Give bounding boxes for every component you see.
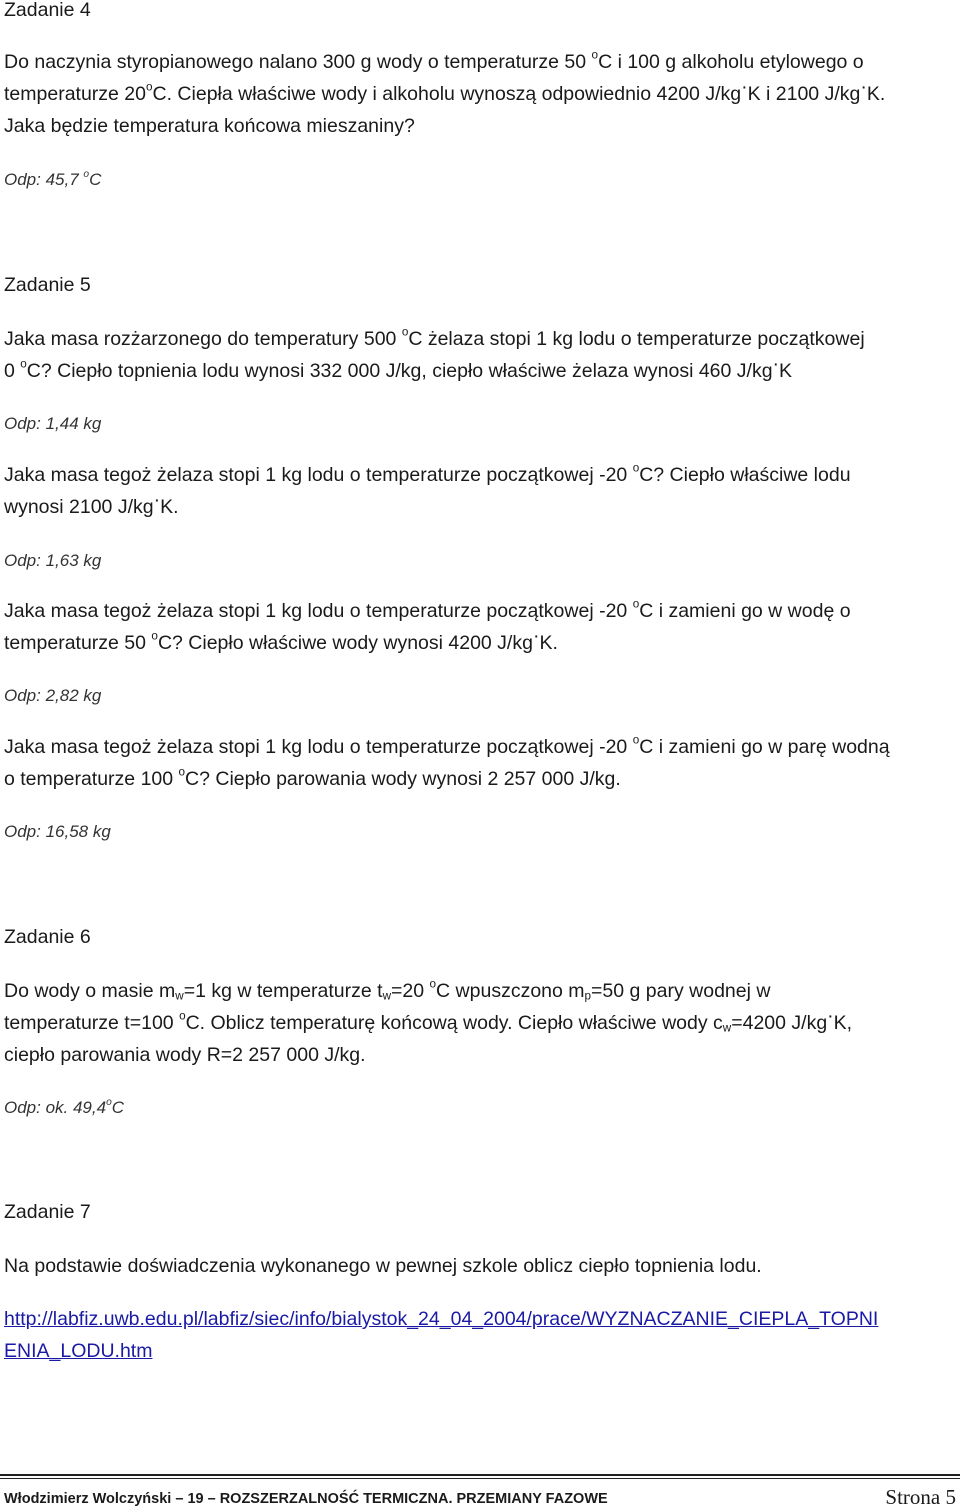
zadanie-5-question-2: Jaka masa tegoż żelaza stopi 1 kg lodu o temperaturze początkowej -20 $^o$C? Ciepło właściwe lodu wynosi 2100 J/kg·K.: [4, 461, 851, 518]
page-number: Strona 5: [885, 1485, 956, 1509]
footer-author: Włodzimierz Wolczyński – 19 – ROZSZERZALNOŚĆ TERMICZNA. PRZEMIANY FAZOWE: [4, 1491, 608, 1507]
zadanie-6-text: Do wody o masie $m_w=1$ kg w temperaturze $t_w=20$ $^o$C wpuszczono $m_p=50$ g pary wodnej w temperaturze t=100 $^o$C. Oblicz temperaturę końcową wody. Ciepło właściwe wody $c_w=4200$ J/kg·K, ciepło parowania wody R=2 257 000 J/kg.: [4, 977, 853, 1066]
footer-divider-thin: [0, 1478, 960, 1479]
zadanie-5-answer-1: Odp: 1,44 kg: [4, 414, 102, 433]
zadanie-5-question-1: Jaka masa rozżarzonego do temperatury 500 $^o$C żelaza stopi 1 kg lodu o temperaturze początkowej 0 $^o$C? Ciepło topnienia lodu wynosi 332 000 J/kg, ciepło właściwe żelaza wynosi 460 J/kg·K: [4, 325, 865, 382]
zadanie-6-answer: Odp: ok. 49,4$^o$C: [4, 1096, 125, 1117]
labfiz-link[interactable]: http://labfiz.uwb.edu.pl/labfiz/siec/info/bialystok_24_04_2004/prace/WYZNACZANIE_CIEPLA_TOPNI: [4, 1308, 879, 1330]
zadanie-4-answer: Odp: 45,7 $^o$C: [4, 168, 102, 189]
footer-divider: [0, 1474, 960, 1476]
zadanie-5-answer-4: Odp: 16,58 kg: [4, 822, 111, 841]
zadanie-7-text: Na podstawie doświadczenia wykonanego w pewnej szkole oblicz ciepło topnienia lodu.: [4, 1255, 762, 1277]
zadanie-4-heading: Zadanie 4: [4, 0, 91, 21]
zadanie-5-question-3: Jaka masa tegoż żelaza stopi 1 kg lodu o temperaturze początkowej -20 $^o$C i zamieni go w wodę o temperaturze 50 $^o$C? Ciepło właściwe wody wynosi 4200 J/kg·K.: [4, 597, 851, 654]
zadanie-5-answer-3: Odp: 2,82 kg: [4, 686, 102, 705]
zadanie-7-heading: Zadanie 7: [4, 1201, 91, 1223]
zadanie-6-heading: Zadanie 6: [4, 926, 91, 948]
zadanie-5-heading: Zadanie 5: [4, 274, 91, 296]
zadanie-5-question-4: Jaka masa tegoż żelaza stopi 1 kg lodu o temperaturze początkowej -20 $^o$C i zamieni go w parę wodną o temperaturze 100 $^o$C? Ciepło parowania wody wynosi 2 257 000 J/kg.: [4, 733, 890, 790]
zadanie-7-link-block: [4, 1303, 956, 1367]
zadanie-5-answer-2: Odp: 1,63 kg: [4, 551, 102, 570]
zadanie-4-text: Do naczynia styropianowego nalano 300 g wody o temperaturze 50 $^o$C i 100 g alkoholu etylowego o temperaturze 20$^o$C. Ciepła właściwe wody i alkoholu wynoszą odpowiednio 4200 J/kg·K i 2100 J/kg·K. Jaka będzie temperatura końcowa mieszaniny?: [4, 48, 886, 137]
labfiz-link-continuation[interactable]: ENIA_LODU.htm: [4, 1340, 153, 1362]
